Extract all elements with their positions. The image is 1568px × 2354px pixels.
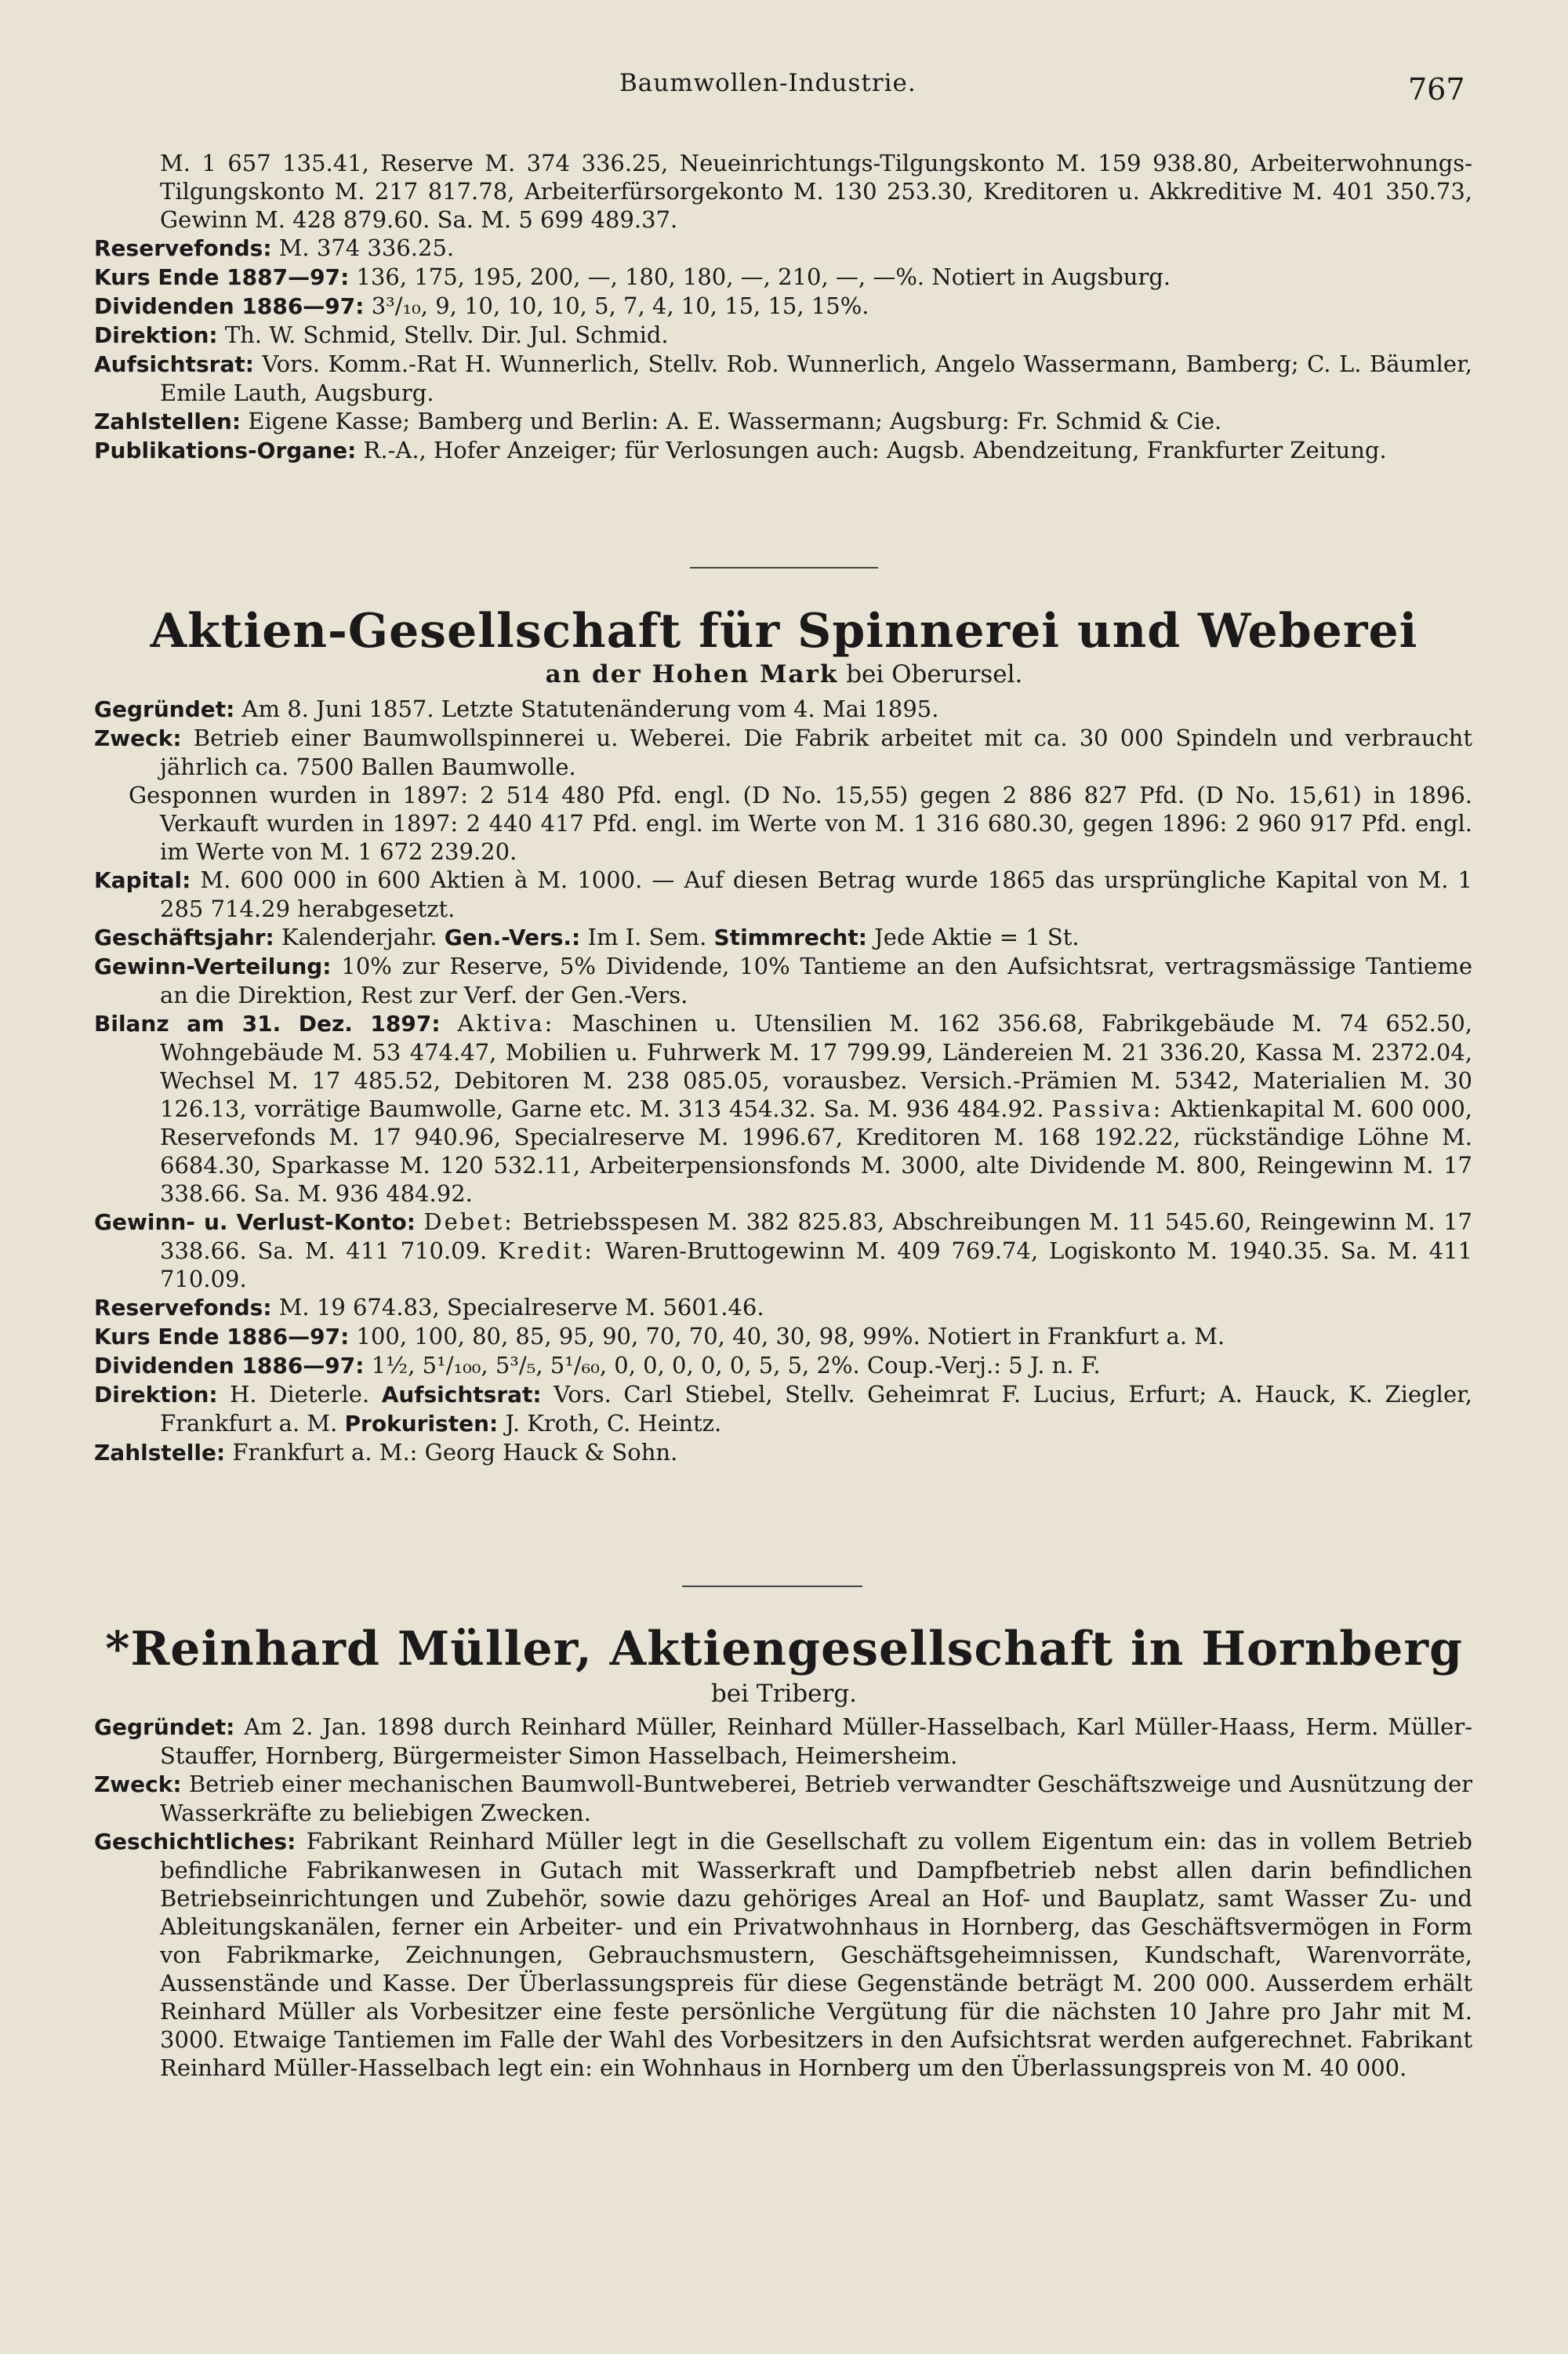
entry1-gesponnen: Gesponnen wurden in 1897: 2 514 480 Pfd. engl. (D No. 15,55) gegen 2 886 827 Pfd. (D No. 15,61) in 1896. Verkauft wurden in 1897: 2 440 417 Pfd. engl. im Werte von M. 1 316 680.30, gegen 1896: 2 960 917 Pfd. engl. im Werte von M. 1 672 239.20. xyxy=(129,782,1472,865)
section-divider-2 xyxy=(682,1586,862,1587)
prev-dividenden: Dividenden 1886—97: 3³/₁₀, 9, 10, 10, 10, 5, 7, 4, 10, 15, 15, 15%. xyxy=(94,292,869,319)
entry1-kurs: Kurs Ende 1886—97: 100, 100, 80, 85, 95, 90, 70, 70, 40, 30, 98, 99%. Notiert in Frankfurt a. M. xyxy=(94,1323,1225,1350)
prev-zahlstellen: Zahlstellen: Eigene Kasse; Bamberg und Berlin: A. E. Wassermann; Augsburg: Fr. Schmid & Cie. xyxy=(94,408,1222,434)
entry1-subtitle: an der Hohen Mark bei Oberursel. xyxy=(545,660,1023,688)
entry1-title: Aktien-Gesellschaft für Spinnerei und Weberei xyxy=(150,604,1418,659)
entry2-title: *Reinhard Müller, Aktiengesellschaft in Hornberg xyxy=(105,1622,1463,1676)
entry2-gegruendet: Gegründet: Am 2. Jan. 1898 durch Reinhard Müller, Reinhard Müller-Hasselbach, Karl Müller-Haass, Herm. Müller-Stauffer, Hornberg, Bürgermeister Simon Hasselbach, Heimersheim. xyxy=(94,1713,1473,1769)
section-divider-1 xyxy=(690,567,878,569)
prev-reservefonds: Reservefonds: M. 374 336.25. xyxy=(94,234,455,261)
prev-entry xyxy=(94,149,1472,465)
prev-direktion: Direktion: Th. W. Schmid, Stellv. Dir. Jul. Schmid. xyxy=(94,321,669,348)
prev-publikation: Publikations-Organe: R.-A., Hofer Anzeiger; für Verlosungen auch: Augsb. Abendzeitung, Frankfurter Zeitung. xyxy=(94,437,1387,463)
entry2-zweck: Zweck: Betrieb einer mechanischen Baumwoll-Buntweberei, Betrieb verwandter Geschäftszweige und Ausnützung der Wasserkräfte zu beliebigen Zwecken. xyxy=(94,1771,1472,1826)
entry2-geschichte: Geschichtliches: Fabrikant Reinhard Müller legt in die Gesellschaft zu vollem Eigentum ein: das in vollem Betrieb befindliche Fabrikanwesen in Gutach mit Wasserkraft und Dampfbetrieb nebst allen darin befindlichen Betriebseinrichtungen und Zubehör, sowie dazu gehöriges Areal an Hof- und Bauplatz, samt Wasser Zu- und Ableitungskanälen, ferner ein Arbeiter- und ein Privatwohnhaus in Hornberg, das Geschäftsvermögen in Form von Fabrikmarke, Zeichnungen, Gebrauchsmustern, Geschäftsgeheimnissen, Kundschaft, Warenvorräte, Aussenstände und Kasse. Der Überlassungspreis für diese Gegenstände beträgt M. 200 000. Ausserdem erhält Reinhard Müller als Vorbesitzer eine feste persönliche Vergütung für die nächsten 10 Jahre pro Jahr mit M. 3000. Etwaige Tantiemen im Falle der Wahl des Vorbesitzers in den Aufsichtsrat werden aufgerechnet. Fabrikant Reinhard Müller-Hasselbach legt ein: ein Wohnhaus in Hornberg um den Überlassungspreis von M. 40 000. xyxy=(94,1828,1472,2081)
entry1-gewinn-verteilung: Gewinn-Verteilung: 10% zur Reserve, 5% Dividende, 10% Tantieme an den Aufsichtsrat, vertragsmässige Tantieme an die Direktion, Rest zur Verf. der Gen.-Vers. xyxy=(94,953,1473,1008)
entry2-subtitle: bei Triberg. xyxy=(710,1680,858,1708)
entry1-body xyxy=(94,695,1472,1467)
entry1-dividenden: Dividenden 1886—97: 1½, 5¹/₁₀₀, 5³/₅, 5¹/₆₀, 0, 0, 0, 0, 0, 5, 5, 2%. Coup.-Verj.: 5 J. n. F. xyxy=(94,1352,1101,1379)
entry1-kapital: Kapital: M. 600 000 in 600 Aktien à M. 1000. — Auf diesen Betrag wurde 1865 das ursprüngliche Kapital von M. 1 285 714.29 herabgesetzt. xyxy=(94,866,1473,922)
entry1-gegruendet: Gegründet: Am 8. Juni 1857. Letzte Statutenänderung vom 4. Mai 1895. xyxy=(94,696,939,722)
entry1-guv: Gewinn- u. Verlust-Konto: Debet: Betriebsspesen M. 382 825.83, Abschreibungen M. 11 545.60, Reingewinn M. 17 338.66. Sa. M. 411 710.09. Kredit: Waren-Bruttogewinn M. 409 769.74, Logiskonto M. 1940.35. Sa. M. 411 710.09. xyxy=(94,1208,1473,1292)
running-title: Baumwollen-Industrie. xyxy=(619,69,916,97)
entry1-direktion: Direktion: H. Dieterle. Aufsichtsrat: Vors. Carl Stiebel, Stellv. Geheimrat F. Lucius, Erfurt; A. Hauck, K. Ziegler, Frankfurt a. M. Prokuristen: J. Kroth, C. Heintz. xyxy=(94,1381,1473,1437)
prev-kurs: Kurs Ende 1887—97: 136, 175, 195, 200, —, 180, 180, —, 210, —, —%. Notiert in Augsburg. xyxy=(94,263,1171,290)
page-number: 767 xyxy=(1408,72,1465,107)
entry2-body xyxy=(94,1713,1472,2082)
entry1-geschaeftsjahr: Geschäftsjahr: Kalenderjahr. Gen.-Vers.: Im I. Sem. Stimmrecht: Jede Aktie = 1 St. xyxy=(94,924,1080,950)
prev-aufsichtsrat: Aufsichtsrat: Vors. Komm.-Rat H. Wunnerlich, Stellv. Rob. Wunnerlich, Angelo Wassermann, Bamberg; C. L. Bäumler, Emile Lauth, Augsburg. xyxy=(94,351,1472,406)
entry1-zweck: Zweck: Betrieb einer Baumwollspinnerei u. Weberei. Die Fabrik arbeitet mit ca. 30 000 Spindeln und verbraucht jährlich ca. 7500 Ballen Baumwolle. xyxy=(94,725,1473,780)
prev-balance-text: M. 1 657 135.41, Reserve M. 374 336.25, Neueinrichtungs-Tilgungskonto M. 159 938.80, Arbeiterwohnungs-Tilgungskonto M. 217 817.78, Arbeiterfürsorgekonto M. 130 253.30, Kreditoren u. Akkreditive M. 401 350.73, Gewinn M. 428 879.60. Sa. M. 5 699 489.37. xyxy=(160,150,1472,233)
entry1-reservefonds: Reservefonds: M. 19 674.83, Specialreserve M. 5601.46. xyxy=(94,1294,764,1320)
page-header xyxy=(0,69,1568,108)
entry1-zahlstelle: Zahlstelle: Frankfurt a. M.: Georg Hauck & Sohn. xyxy=(94,1439,678,1466)
entry1-bilanz: Bilanz am 31. Dez. 1897: Aktiva: Maschinen u. Utensilien M. 162 356.68, Fabrikgebäude M. 74 652.50, Wohngebäude M. 53 474.47, Mobilien u. Fuhrwerk M. 17 799.99, Ländereien M. 21 336.20, Kassa M. 2372.04, Wechsel M. 17 485.52, Debitoren M. 238 085.05, vorausbez. Versich.-Prämien M. 5342, Materialien M. 30 126.13, vorrätige Baumwolle, Garne etc. M. 313 454.32. Sa. M. 936 484.92. Passiva: Aktienkapital M. 600 000, Reservefonds M. 17 940.96, Specialreserve M. 1996.67, Kreditoren M. 168 192.22, rückständige Löhne M. 6684.30, Sparkasse M. 120 532.11, Arbeiterpensionsfonds M. 3000, alte Dividende M. 800, Reingewinn M. 17 338.66. Sa. M. 936 484.92. xyxy=(94,1010,1473,1207)
